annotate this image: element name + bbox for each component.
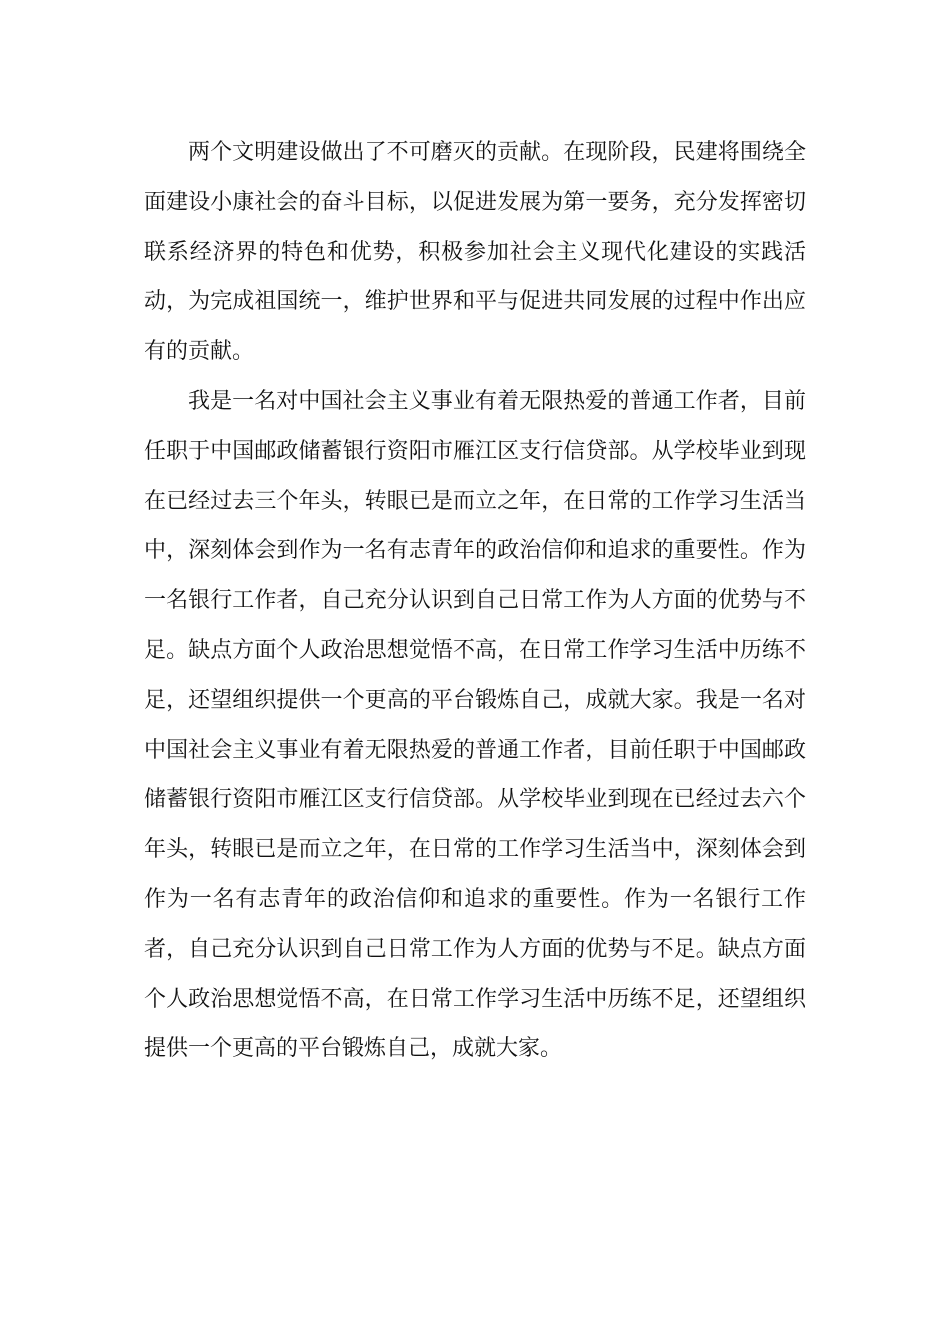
paragraph-1: 两个文明建设做出了不可磨灭的贡献。在现阶段，民建将围绕全面建设小康社会的奋斗目标，以促进发展为第一要务，充分发挥密切联系经济界的特色和优势，积极参加社会主义现代化建设的实践活动，为完成祖国统一，维护世界和平与促进共同发展的过程中作出应有的贡献。 — [144, 140, 806, 365]
document-body — [144, 128, 806, 1074]
paragraph-2: 我是一名对中国社会主义事业有着无限热爱的普通工作者，目前任职于中国邮政储蓄银行资阳市雁江区支行信贷部。从学校毕业到现在已经过去三个年头，转眼已是而立之年，在日常的工作学习生活当中，深刻体会到作为一名有志青年的政治信仰和追求的重要性。作为一名银行工作者，自己充分认识到自己日常工作为人方面的优势与不足。缺点方面个人政治思想觉悟不高，在日常工作学习生活中历练不足，还望组织提供一个更高的平台锻炼自己，成就大家。我是一名对中国社会主义事业有着无限热爱的普通工作者，目前任职于中国邮政储蓄银行资阳市雁江区支行信贷部。从学校毕业到现在已经过去六个年头，转眼已是而立之年，在日常的工作学习生活当中，深刻体会到作为一名有志青年的政治信仰和追求的重要性。作为一名银行工作者，自己充分认识到自己日常工作为人方面的优势与不足。缺点方面个人政治思想觉悟不高，在日常工作学习生活中历练不足，还望组织提供一个更高的平台锻炼自己，成就大家。 — [144, 388, 806, 1062]
